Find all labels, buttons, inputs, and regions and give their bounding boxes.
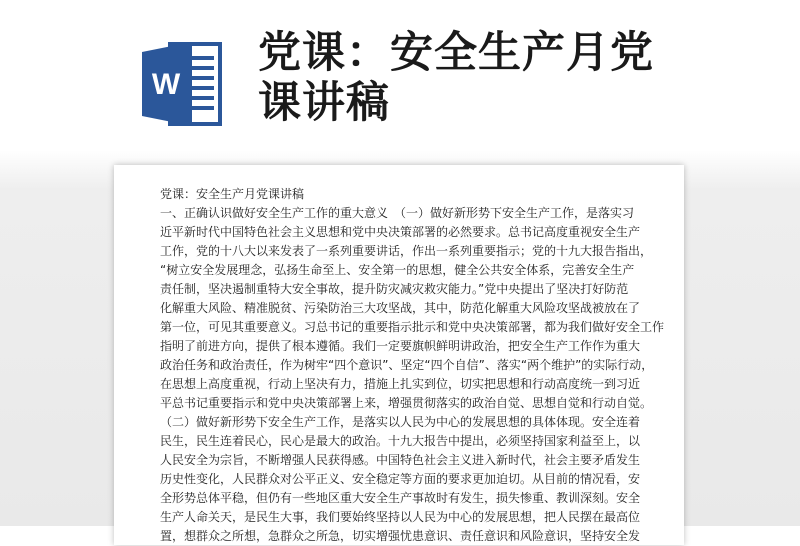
document-line: 工作，党的十八大以来发表了一系列重要讲话，作出一系列重要指示；党的十九大报告指出， <box>160 244 653 258</box>
document-line: 人民安全为宗旨，不断增强人民获得感。中国特色社会主义进入新时代，社会主要矛盾发生 <box>160 453 641 467</box>
document-line: （二）做好新形势下安全生产工作，是落实以人民为中心的发展思想的具体体现。安全连着 <box>160 415 641 429</box>
document-line: 政治任务和政治责任，作为树牢“四个意识”、坚定“四个自信”、落实“两个维护”的实际行动， <box>160 358 654 372</box>
document-page <box>114 165 684 545</box>
document-line: 历史性变化，人民群众对公平正义、安全稳定等方面的要求更加迫切。从目前的情况看，安 <box>160 472 641 486</box>
document-line: 近平新时代中国特色社会主义思想和党中央决策部署的必然要求。总书记高度重视安全生产 <box>160 225 641 239</box>
page-title: 党课：安全生产月党课讲稿 <box>258 28 654 128</box>
document-line: 置，想群众之所想，急群众之所急，切实增强忧患意识、责任意识和风险意识，坚持安全发 <box>160 529 641 543</box>
document-line: 生产人命关天，是民生大事，我们要始终坚持以人民为中心的发展思想，把人民摆在最高位 <box>160 510 641 524</box>
word-icon-letter: W <box>151 68 181 101</box>
document-line: 平总书记重要指示和党中央决策部署上来，增强贯彻落实的政治自觉、思想自觉和行动自觉。 <box>160 396 653 410</box>
document-line: 第一位，可见其重要意义。习总书记的重要指示批示和党中央决策部署，都为我们做好安全工作 <box>160 320 665 334</box>
document-line: 一、正确认识做好安全生产工作的重大意义 （一）做好新形势下安全生产工作，是落实习 <box>160 206 635 220</box>
document-line: 在思想上高度重视，行动上坚决有力，措施上扎实到位，切实把思想和行动高度统一到习近 <box>160 377 641 391</box>
document-line: 化解重大风险、精准脱贫、污染防治三大攻坚战，其中，防范化解重大风险攻坚战被放在了 <box>160 301 641 315</box>
document-line: 民生，民生连着民心，民心是最大的政治。十九大报告中提出，必须坚持国家利益至上，以 <box>160 434 641 448</box>
document-line: 指明了前进方向，提供了根本遵循。我们一定要旗帜鲜明讲政治，把安全生产工作作为重大 <box>160 339 641 353</box>
document-line: 责任制，坚决遏制重特大安全事故，提升防灾减灾救灾能力。”党中央提出了坚决打好防范 <box>160 282 629 296</box>
document-line: “树立安全发展理念，弘扬生命至上、安全第一的思想，健全公共安全体系，完善安全生产 <box>160 263 635 277</box>
document-body <box>160 185 665 546</box>
word-document-icon <box>140 38 224 130</box>
document-line: 党课：安全生产月党课讲稿 <box>160 187 305 201</box>
document-line: 全形势总体平稳，但仍有一些地区重大安全生产事故时有发生，损失惨重、教训深刻。安全 <box>160 491 641 505</box>
